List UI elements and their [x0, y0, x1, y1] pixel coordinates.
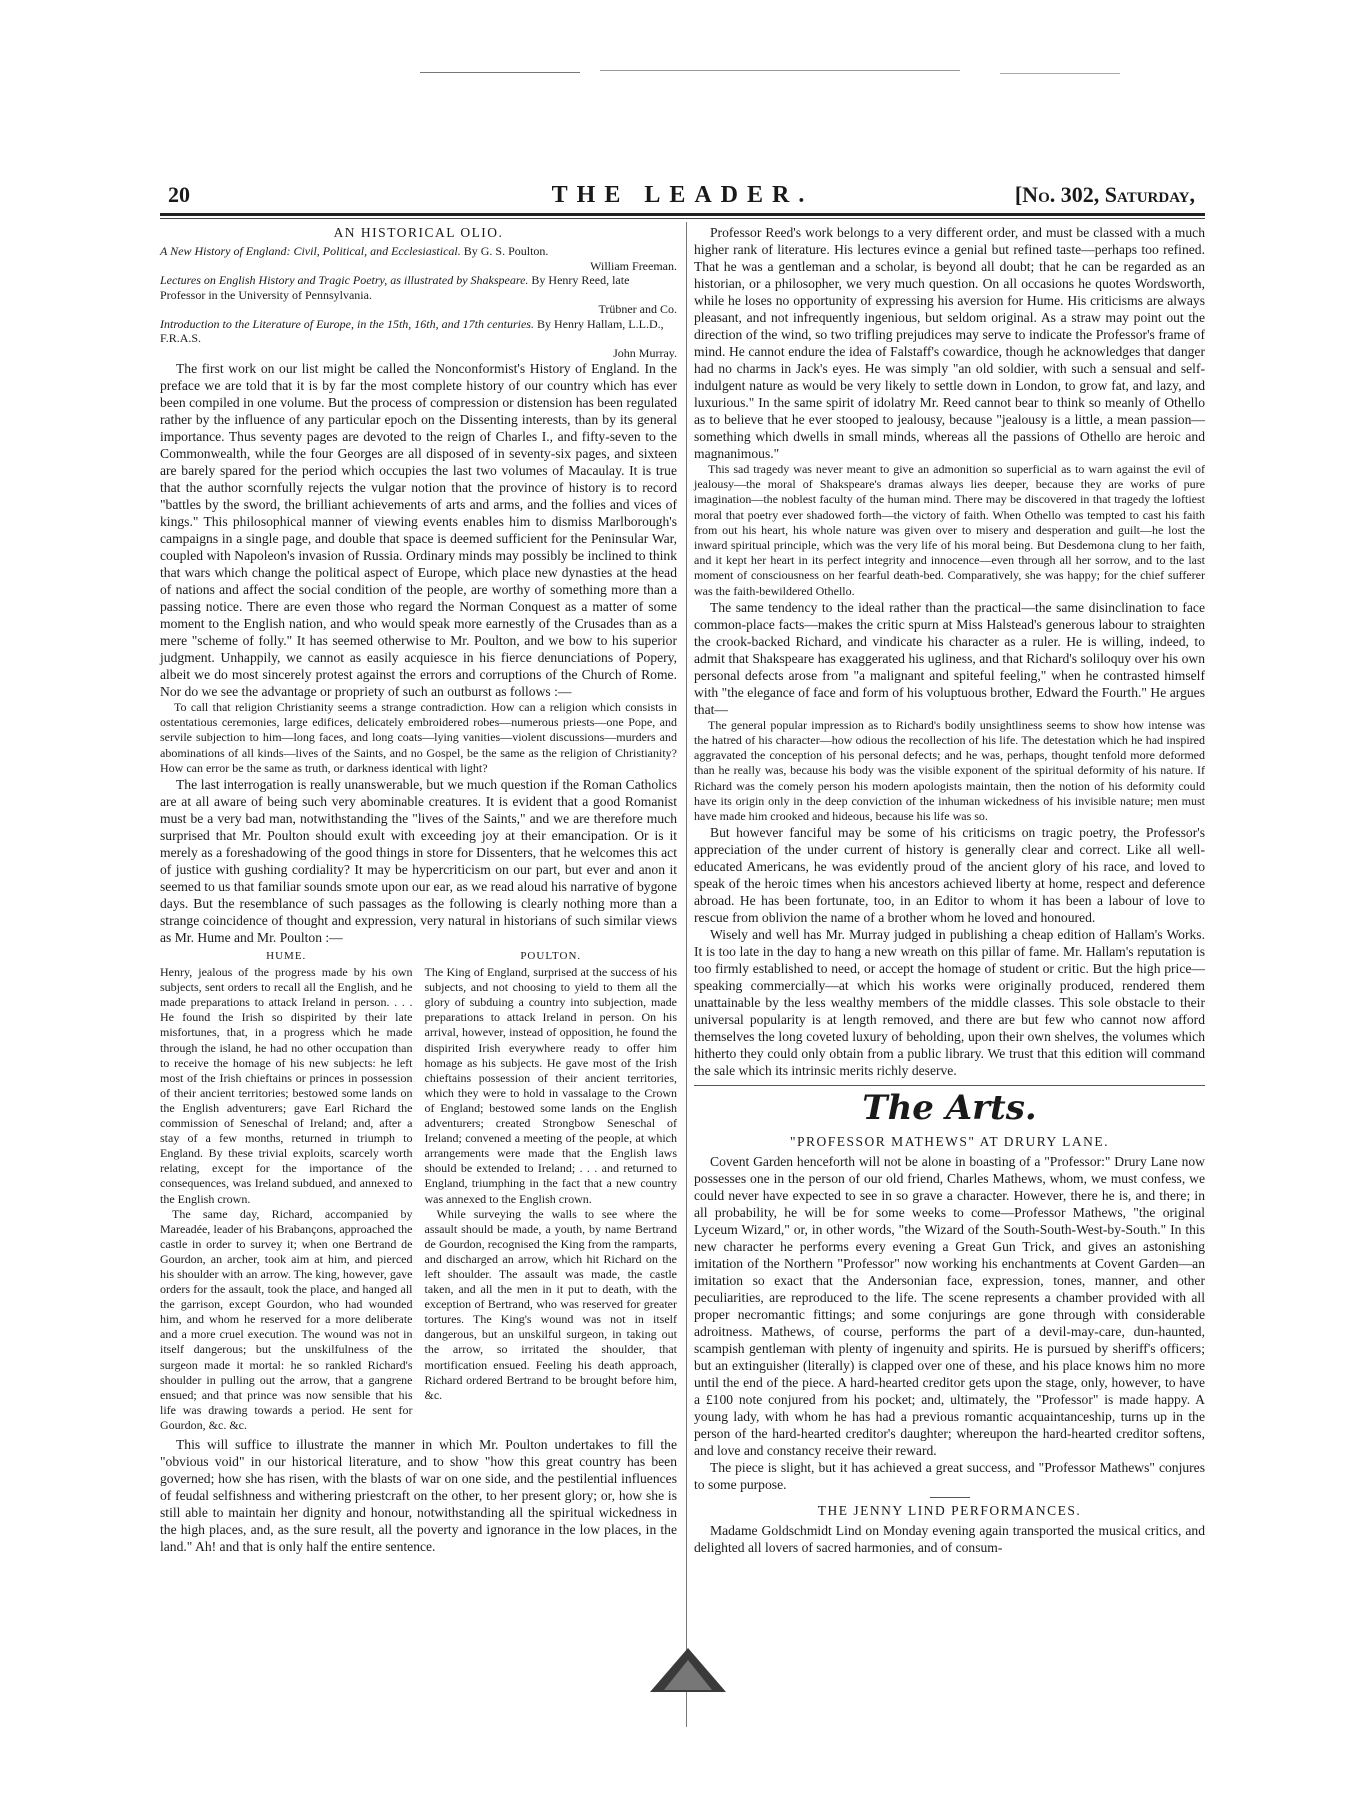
- arts-subheading: THE JENNY LIND PERFORMANCES.: [817, 1503, 1082, 1519]
- block-quote: To call that religion Christianity seems a strange contradiction. How can a religion which consists in ostentatious ceremonies, large edifices, delicately embroidered robes—numerous priests—one Pope, and servile subjection to him—long faces, and long coats—lying vanities—violent discussions—murders and abominations of all kinds—lives of the Saints, and no Gospel, be the same as the religion of Christianity? How can error be the same as truth, or darkness identical with light?: [160, 700, 677, 775]
- left-column: [160, 224, 677, 1555]
- hume-text: The same day, Richard, accompanied by Mareadée, leader of his Brabançons, approached the castle in order to survey it; when one Bertrand de Gourdon, an archer, took aim at him, and pierced his shoulder with an arrow. The king, however, gave orders for the assault, took the place, and hanged all the garrison, except Gourdon, who had wounded him, and whom he reserved for a more deliberate and a more cruel execution. The wound was not in itself dangerous; but the unskilfulness of the surgeon made it mortal: he so rankled Richard's shoulder in pulling out the arrow, that a gangrene ensued; and that prince was now sensible that his life was drawing towards a period. He sent for Gourdon, &c. &c.: [160, 1206, 413, 1432]
- book-publisher: William Freeman.: [590, 258, 677, 273]
- column-divider: [686, 222, 687, 1727]
- hume-text: Henry, jealous of the progress made by his own subjects, sent orders to recall all the English, and he made preparations to attack Ireland in person. . . . He found the Irish so dispirited by their late misfortunes, that, in a progress which he made through the island, he had no other occupation than to receive the homage of his new subjects: he left most of the Irish chieftains or princes in possession of their ancient territories; bestowed some lands on the English adventurers; gave Earl Richard the commission of Seneschal of Ireland; and, after a stay of a few months, returned in triumph to England. By these trivial exploits, scarcely worth relating, except for the importance of the consequences, was Ireland subdued, and annexed to the English crown.: [160, 965, 413, 1206]
- book-author: By Henry Hallam, L.L.D., F.R.A.S.: [160, 316, 664, 345]
- book-author: By G. S. Poulton.: [463, 244, 549, 258]
- poulton-text: While surveying the walls to see where the assault should be made, a youth, by name Bertrand de Gourdon, recognised the King from the ramparts, and discharged an arrow, which hit Richard on the left shoulder. The assault was made, the castle taken, and all the men in it put to death, with the exception of Bertrand, who was reserved for greater tortures. The King's wound was not in itself dangerous, but an unskilful surgeon, in taking out the arrow, so irritated the shoulder, that mortification ensued. Feeling his death approach, Richard ordered Bertrand to be brought before him, &c.: [424, 1206, 677, 1402]
- scan-artifact-icon: [664, 1660, 712, 1690]
- page-number: 20: [168, 182, 190, 207]
- review-paragraph: The same tendency to the ideal rather than the practical—the same disinclination to face common-place facts—makes the critic spurn at Miss Halstead's generous labour to straighten the crook-backed Richard, and vindicate his character as a ruler. He is willing, indeed, to admit that Shakspeare has exaggerated his ugliness, and that Richard's soliloquy over his own personal defects arose from "a malignant and spiteful feeling," when he contrasted himself with "the elegance of face and form of his voluptuous brother, Edward the Fourth." He argues that—: [694, 599, 1205, 717]
- right-column: [694, 224, 1205, 1556]
- book-title: Lectures on English History and Tragic Poetry, as illustrated by Shakspeare.: [160, 273, 529, 287]
- poulton-column: [425, 949, 678, 1433]
- scan-speck: [420, 72, 580, 73]
- review-paragraph: The first work on our list might be called the Nonconformist's History of England. In the preface we are told that it is by far the most complete history of our country which has ever been compiled in one volume. But the process of compression or distension has been regulated rather by the influence of any particular epoch on the Dissenting interests, than by its general importance. Thus seventy pages are devoted to the reign of Charles I., and fifty-seven to the Commonwealth, while the four Georges are all disposed of in seventy-six pages, and sixteen are barely spared for the period which occupies the last two volumes of Macaulay. It is true that the author scornfully rejects the vulgar notion that the province of history is to record "battles by the sword, the brilliant achievements of arts and arms, and the follies and vices of kings." This philosophical manner of viewing events enables him to dismiss Marlborough's campaigns in a single page, and double that space is deemed sufficient for the Peninsular War, coupled with Napoleon's invasion of Russia. Ordinary minds may possibly be inclined to think that wars which change the political aspect of Europe, which place new dynasties at the head of nations and affect the social condition of the people, are worthy of something more than a passing notice. There are even those who regard the Norman Conquest as a matter of some moment to the English nation, and who would speak more earnestly of the Crusades than as a mere "scheme of folly." It has seemed otherwise to Mr. Poulton, and we bow to his superior judgment. Unhappily, we cannot as easily acquiesce in his fierce denunciations of Popery, albeit we do most sincerely protest against the errors and corruptions of the Church of Rome. Nor do we see the advantage or propriety of such an outburst as follows :—: [160, 361, 677, 699]
- review-paragraph: This will suffice to illustrate the manner in which Mr. Poulton undertakes to fill the "obvious void" in our historical literature, and to show "how this great country has been governed; how she has risen, with the blasts of war on one side, and the pestilential influences of feudal selfishness and withering priestcraft on the other, to her present glory; or, how she is still able to maintain her dignity and honour, notwithstanding all the spiritual wickedness in the high places, and, as the sure result, all the poverty and ignorance in the low places, in the land." Ah! and that is only half the entire sentence.: [160, 1437, 677, 1555]
- hume-column: [160, 949, 413, 1433]
- review-paragraph: Professor Reed's work belongs to a very different order, and must be classed with a much higher rank of literature. His lectures evince a genial but refined taste—perhaps too refined. That he was a gentleman and a scholar, is beyond all doubt; that he can be regarded as an historian, or a philosopher, we very much question. On all occasions he quotes Wordsworth, while he loses no opportunity of expressing his aversion for Hume. His criticisms are always pleasant, and not infrequently ingenious, but seldom original. As a straw may point out the direction of the wind, so two trifling prejudices may serve to indicate the Professor's frame of mind. He cannot endure the idea of Falstaff's cowardice, though he acknowledges that danger had no charms in Jack's eyes. He was simply "an old soldier, with such a sensual and self-indulgent nature as would be very likely to settle down in London, to grow fat, and lazy, and luxurious." In the same spirit of idolatry Mr. Reed cannot bear to think so meanly of Othello as to believe that he ever stooped to jealousy, because "jealousy is a little, a mean passion—something which dwells in small minds, whereas all the passions of Othello are heroic and magnanimous.": [694, 225, 1205, 461]
- header-rule-thin: [160, 218, 1205, 219]
- book-author: By Henry Reed, late Professor in the University of Pennsylvania.: [160, 273, 630, 302]
- arts-paragraph: The piece is slight, but it has achieved a great success, and "Professor Mathews" conjures to some purpose.: [694, 1460, 1205, 1493]
- review-paragraph: The last interrogation is really unanswerable, but we much question if the Roman Catholics are at all aware of being such very abominable creatures. It is evident that a good Romanist must be a very bad man, notwithstanding the "lives of the Saints," and we are therefore much surprised that Mr. Poulton should exult with exceeding joy at their emancipation. Or is it merely as a foreshadowing of the good things in store for Dissenters, that he welcomes this act of justice with gushing cordiality? It may be hypercriticism on our part, but ever and anon it seemed to us that familiar sounds smote upon our ear, as we read aloud his narrative of bygone days. But the resemblance of such passages as the following is clearly nothing more than a strange coincidence of thought and expression, very natural in historians of such similar views as Mr. Hume and Mr. Poulton :—: [160, 777, 677, 946]
- sub-rule: [930, 1497, 970, 1498]
- book-entry: [160, 273, 677, 317]
- arts-paragraph: Covent Garden henceforth will not be alone in boasting of a "Professor:" Drury Lane now possesses one in the person of our old friend, Charles Mathews, whom, we must confess, we could never have expected to see in so grave a character. However, there he is, and there; in all probability, he will be for some weeks to come—Professor Mathews, "the original Lyceum Wizard," or, in other words, "the Wizard of the South-South-West-by-South." In this new character he performs every evening a Great Gun Trick, and gives an astonishing imitation of the Northern "Professor" now working his enchantments at Covent Garden—an imitation so exact that the Andersonian face, expression, tones, manner, and other peculiarities, are reproduced to the life. The scene represents a chamber provided with all proper necromantic fittings; and some conjurings are gone through with considerable adroitness. Mathews, of course, performs the part of a devil-may-care, dun-haunted, scampish gentleman with plenty of ingenuity and spirits. He is pursued by sheriff's officers; but an extinguisher (literally) is clapped over one of these, and his place knows him no more until the end of the piece. A hard-hearted creditor gets upon the stage, only, however, to have a £100 note conjured from his pocket; and, ultimately, the "Professor" is made happy. A young lady, with whom he has had a previous romantic acquaintanceship, turns up in the person of the hard-hearted creditor's daughter; whereupon the hard-hearted creditor softens, and love and constancy receive their reward.: [694, 1154, 1205, 1459]
- book-entry: [160, 317, 677, 361]
- section-rule: [694, 1085, 1205, 1086]
- comparison-columns: [160, 949, 677, 1433]
- issue-label: [No. 302, Saturday,: [1014, 182, 1195, 207]
- masthead: THE LEADER.: [551, 182, 814, 208]
- book-publisher: Trübner and Co.: [598, 302, 677, 316]
- block-quote: This sad tragedy was never meant to give an admonition so superficial as to warn against the evil of jealousy—the moral of Shakspeare's dramas always lies deeper, because they are works of pure imagination—the noblest faculty of the human mind. There may be discovered in that tragedy the loftiest moral that poetry ever shadowed forth—the victory of faith. When Othello was tempted to cast his faith from out his heart, his whole nature was given over to misery and desperation and guilt—he lost the inward spiritual principle, which was the very life of his moral being. But Desdemona clung to her faith, and it kept her heart in its perfect integrity and innocence—even through all her sorrow, and to the last moment of consciousness on her fearful death-bed. Comparatively, she was happy; for the chief sufferer was the faith-bewildered Othello.: [694, 462, 1205, 598]
- review-paragraph: Wisely and well has Mr. Murray judged in publishing a cheap edition of Hallam's Works. It is too late in the day to hang a new wreath on this pillar of fame. Mr. Hallam's reputation is too firmly established to need, or accept the homage of student or critic. But the high price—speaking commercially—at which his works were originally produced, rendered them unattainable by the less wealthy members of the middle classes. This sole obstacle to their universal popularity is at length removed, and there are but few who cannot now afford themselves the long coveted luxury of beholding, upon their own shelves, the volumes which hitherto they could only obtain from a public library. We trust that this edition will command the sale which its intrinsic merits richly deserve.: [694, 927, 1205, 1079]
- review-paragraph: But however fanciful may be some of his criticisms on tragic poetry, the Professor's appreciation of the under current of history is generally clear and correct. Like all well-educated Americans, he was evidently proud of the ancient glory of his race, and loved to speak of the heroic times when his ancestors achieved liberty at home, respect and deference abroad. He has been fortunate, too, in an Editor to whom it has been a labour of love to rescue from oblivion the name of a brother whom he loved and honoured.: [694, 825, 1205, 926]
- book-entry: [160, 244, 677, 273]
- section-title: AN HISTORICAL OLIO.: [333, 225, 504, 240]
- book-publisher: John Murray.: [613, 345, 677, 360]
- arts-section-title: The Arts.: [862, 1088, 1037, 1129]
- book-title: Introduction to the Literature of Europe, in the 15th, 16th, and 17th centuries.: [160, 316, 534, 331]
- hume-heading: HUME.: [266, 950, 307, 963]
- header-rule: [160, 213, 1205, 216]
- page-header: [160, 182, 1205, 212]
- arts-subheading: "PROFESSOR MATHEWS" AT DRURY LANE.: [790, 1134, 1109, 1150]
- poulton-text: The King of England, surprised at the success of his subjects, and not choosing to yield to them all the glory of subduing a country into subjection, made preparations to attack Ireland in person. On his arrival, however, instead of opposition, he found the dispirited Irish everywhere ready to offer him homage as his subjects. He gave most of the Irish chieftains possession of their ancient territories, which they were to hold in vassalage to the Crown of England; bestowed some lands on the English adventurers; created Strongbow Seneschal of Ireland; convened a meeting of the people, at which arrangements were made that the English laws should be extended to Ireland; . . . and returned to England, triumphing in the fact that a new country was annexed to the English crown.: [424, 965, 677, 1206]
- poulton-heading: POULTON.: [520, 950, 582, 963]
- arts-paragraph: Madame Goldschmidt Lind on Monday evening again transported the musical critics, and delighted all lovers of sacred harmonies, and of consum-: [694, 1523, 1205, 1556]
- scan-speck: [600, 70, 960, 71]
- block-quote: The general popular impression as to Richard's bodily unsightliness seems to show how intense was the hatred of his character—how odious the recollection of his life. The detestation which he had inspired aggravated the conception of his personal defects; and he was, perhaps, thought tenfold more deformed than he really was, because his body was the visible exponent of the spiritual deformity of his nature. If Richard was the comely person his modern apologists maintain, then the notion of his deformity could have its origin only in the deep conviction of the inhuman wickedness of his invisible nature; men must have made him crooked and hideous, because his life was so.: [694, 717, 1205, 824]
- book-title: A New History of England: Civil, Political, and Ecclesiastical.: [160, 244, 461, 258]
- scan-speck: [1000, 73, 1120, 74]
